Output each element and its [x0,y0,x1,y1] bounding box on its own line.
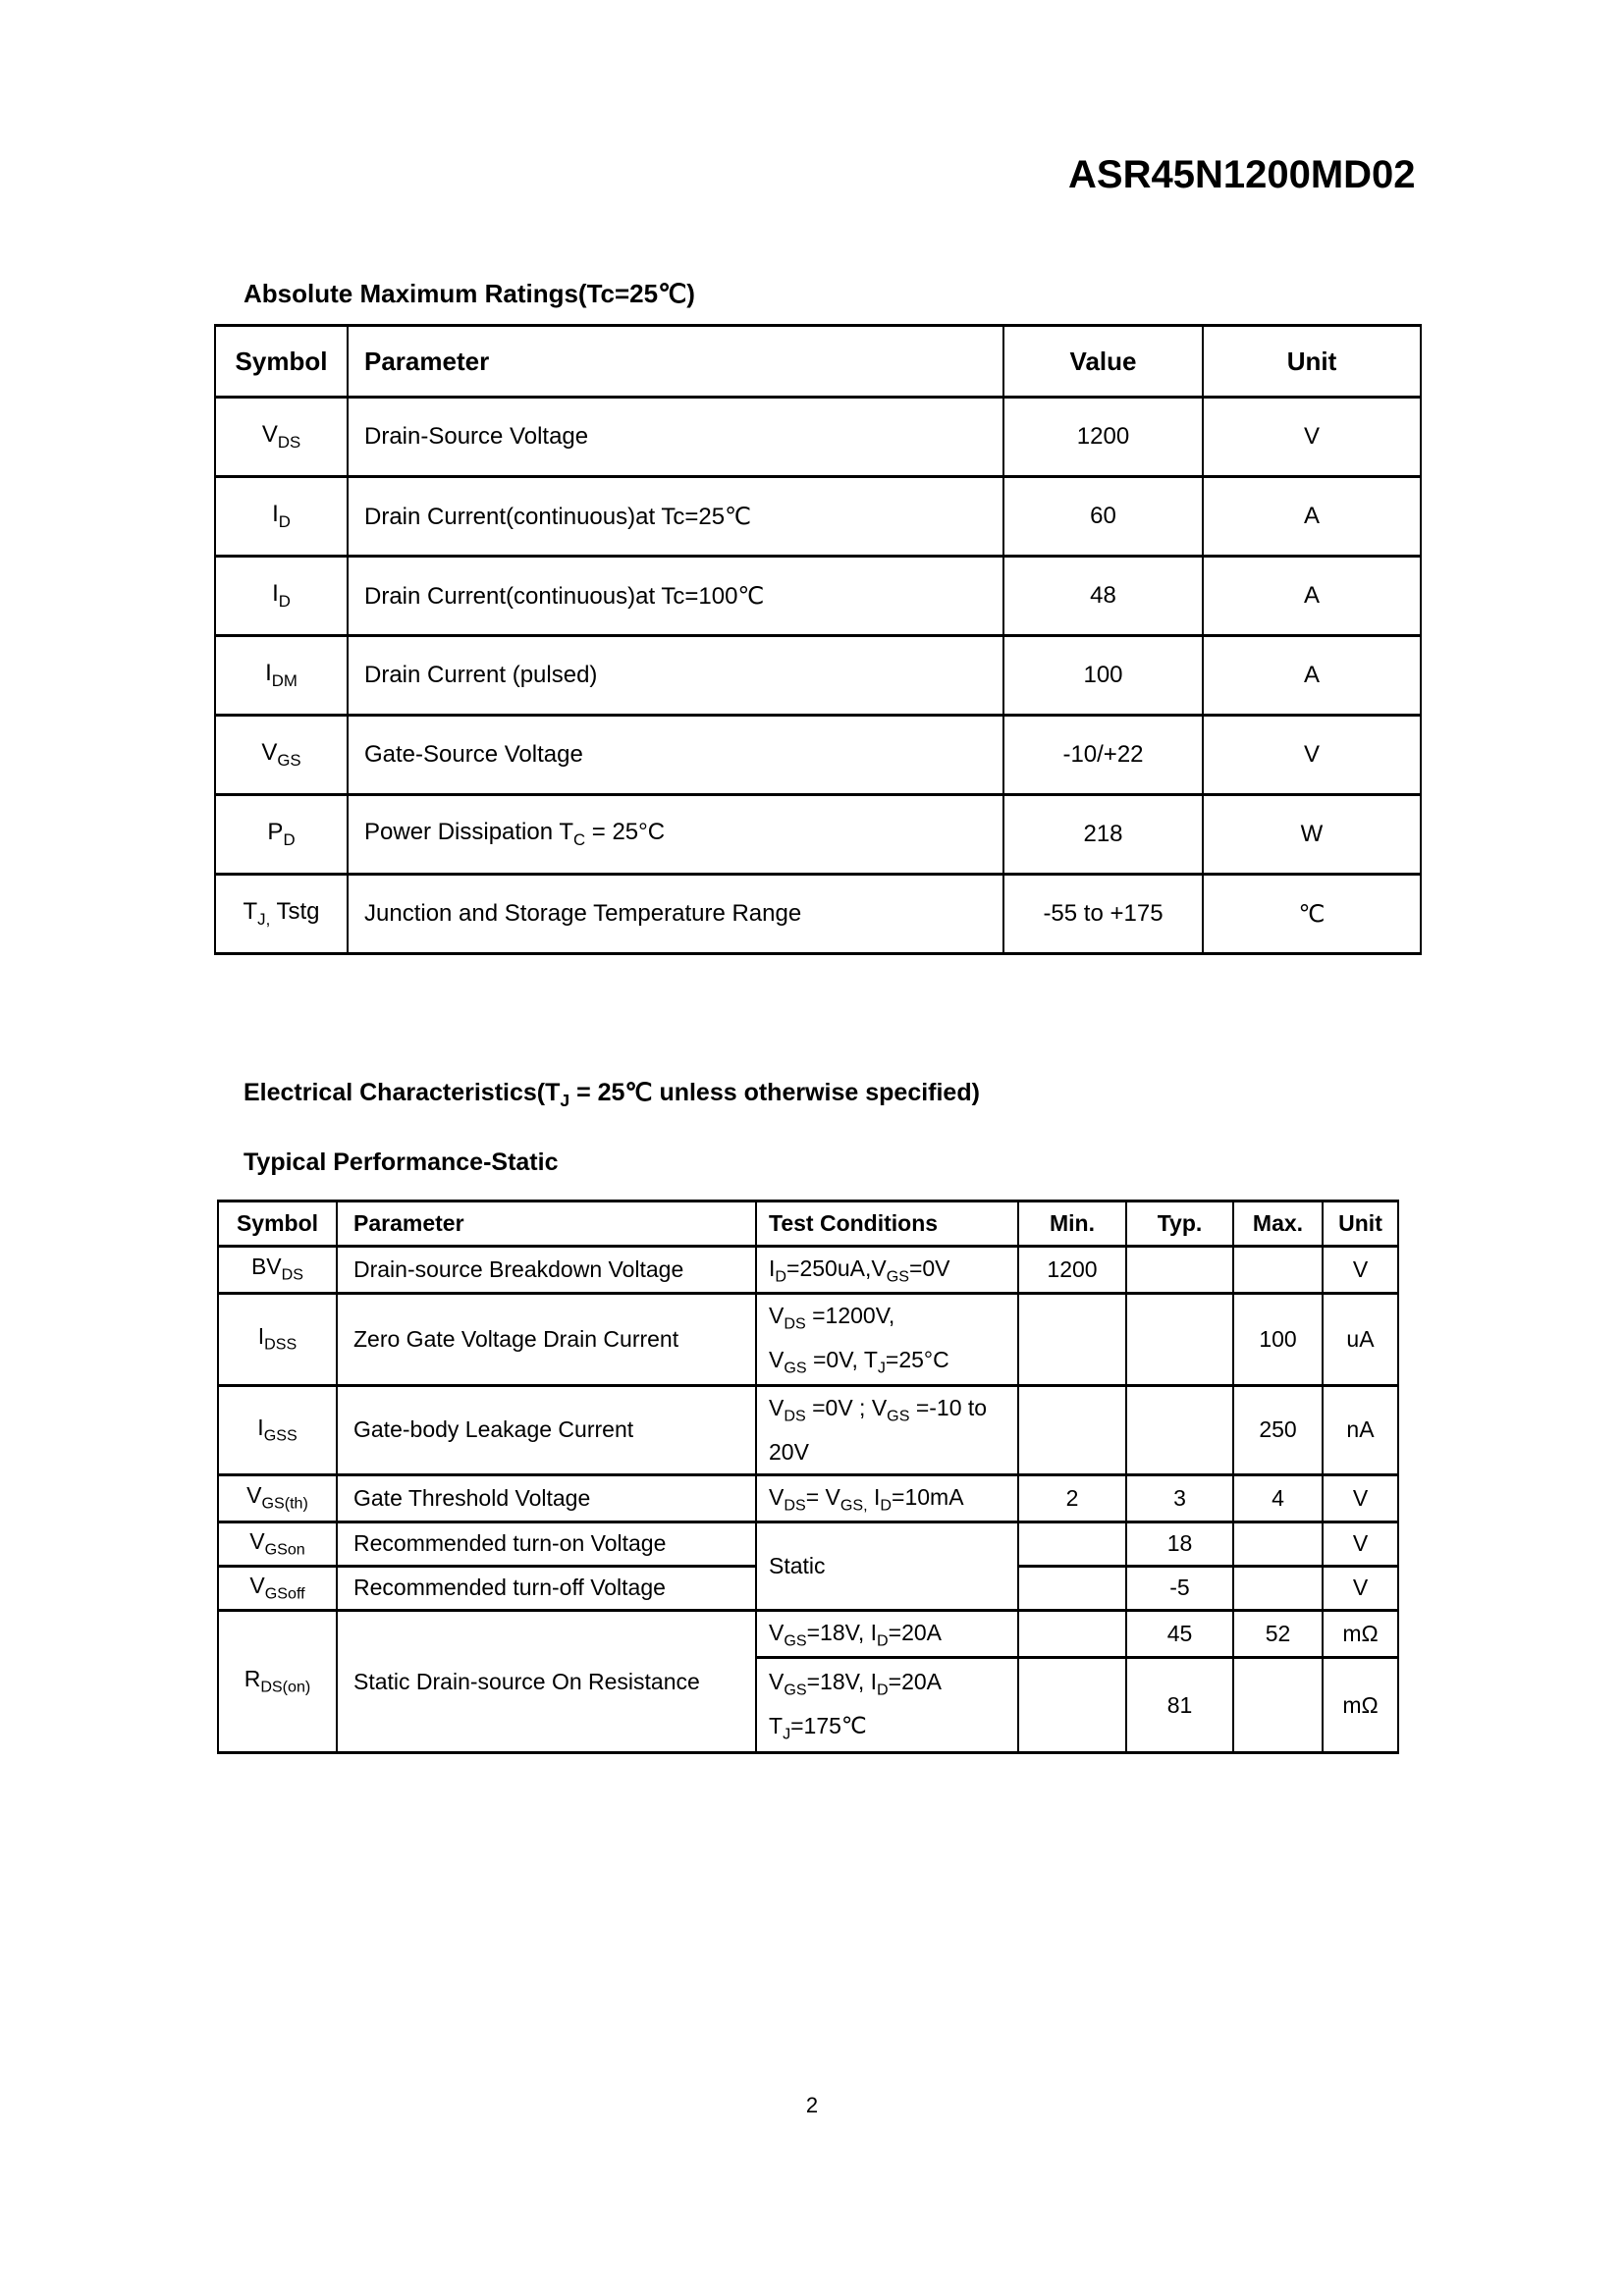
cell-value: 48 [1003,557,1203,636]
cell-unit: nA [1323,1385,1398,1474]
col-header-unit: Unit [1323,1201,1398,1247]
cell-unit: A [1203,636,1421,716]
cell-unit: V [1203,398,1421,477]
cell-min [1018,1522,1126,1566]
cell-symbol: $V_{GSon}$ [218,1522,337,1566]
table-row [218,1385,1398,1474]
cell-symbol: $V_{GS(th)}$ [218,1474,337,1522]
table-row [215,636,1421,716]
cell-value: -10/+22 [1003,716,1203,795]
cell-typ [1126,1246,1233,1293]
cell-min [1018,1658,1126,1753]
cell-max: 250 [1233,1385,1323,1474]
cell-value: -55 to +175 [1003,875,1203,954]
cell-max [1233,1522,1323,1566]
cell-unit: V [1323,1246,1398,1293]
cell-value: 60 [1003,477,1203,557]
cell-parameter: Zero Gate Voltage Drain Current [337,1293,756,1385]
table-row [215,875,1421,954]
table-row [215,795,1421,875]
cell-typ: 81 [1126,1658,1233,1753]
cell-symbol: $BV_{DS}$ [218,1246,337,1293]
col-header-symbol: Symbol [215,326,348,398]
table-header-row [215,326,1421,398]
cell-typ: -5 [1126,1566,1233,1610]
cell-parameter: Drain Current(continuous)at Tc=100℃ [348,557,1003,636]
cell-unit: V [1203,716,1421,795]
cell-parameter: Gate-body Leakage Current [337,1385,756,1474]
cell-max: 100 [1233,1293,1323,1385]
cell-typ [1126,1385,1233,1474]
page-title: ASR45N1200MD02 [1068,153,1416,196]
cell-max [1233,1658,1323,1753]
col-header-typ: Typ. [1126,1201,1233,1247]
cell-parameter: Gate-Source Voltage [348,716,1003,795]
cell-unit: A [1203,557,1421,636]
cell-unit: V [1323,1522,1398,1566]
cell-symbol: $I_{DSS}$ [218,1293,337,1385]
electrical-characteristics-heading: Electrical $Characteristics(T_J$ = 25℃ unless otherwise specified) [244,1079,980,1110]
cell-value: 1200 [1003,398,1203,477]
cell-symbol: $V_{GS}$ [215,716,348,795]
cell-symbol: $V_{DS}$ [215,398,348,477]
cell-value: 100 [1003,636,1203,716]
cell-symbol: $R_{DS(on)}$ [218,1610,337,1752]
cell-test-conditions: $V_{DS} =1200V$, $V_{GS} =0V$, $T_J=25^\circ C$ [756,1293,1018,1385]
cell-unit: mΩ [1323,1658,1398,1753]
cell-max [1233,1246,1323,1293]
table-row [215,398,1421,477]
cell-symbol: $V_{GSoff}$ [218,1566,337,1610]
cell-test-conditions: $V_{GS}=18V$, $I_D=20A$ [756,1610,1018,1657]
cell-parameter: Recommended turn-off Voltage [337,1566,756,1610]
cell-max: 52 [1233,1610,1323,1657]
cell-symbol: $I_D$ [215,477,348,557]
cell-typ [1126,1293,1233,1385]
cell-unit: mΩ [1323,1610,1398,1657]
cell-min [1018,1385,1126,1474]
cell-symbol: $I_D$ [215,557,348,636]
electrical-characteristics-table [217,1200,1399,1754]
cell-test-conditions: $V_{GS}=18V$, $I_D=20A$ $T_J=175℃$ [756,1658,1018,1753]
table-header-row [218,1201,1398,1247]
cell-unit: V [1323,1474,1398,1522]
cell-symbol: $T_{J,}$ Tstg [215,875,348,954]
cell-min [1018,1610,1126,1657]
cell-parameter: Drain Current(continuous)at Tc=25℃ [348,477,1003,557]
cell-unit: A [1203,477,1421,557]
cell-parameter: Power Dissipation $T_C = 25^\circ C$ [348,795,1003,875]
cell-typ: 45 [1126,1610,1233,1657]
col-header-unit: Unit [1203,326,1421,398]
cell-value: 218 [1003,795,1203,875]
cell-max [1233,1566,1323,1610]
cell-min [1018,1566,1126,1610]
page-number: 2 [805,2093,819,2117]
abs-max-heading: Absolute Maximum Ratings(Tc=25℃) [244,279,695,308]
typical-performance-subheading: Typical Performance-Static [244,1148,559,1176]
cell-parameter: Junction and Storage Temperature Range [348,875,1003,954]
cell-unit: ℃ [1203,875,1421,954]
table-row [218,1246,1398,1293]
cell-typ: 3 [1126,1474,1233,1522]
cell-parameter: Gate Threshold Voltage [337,1474,756,1522]
cell-typ: 18 [1126,1522,1233,1566]
cell-unit: W [1203,795,1421,875]
cell-unit: V [1323,1566,1398,1610]
col-header-test-conditions: Test Conditions [756,1201,1018,1247]
table-row [215,557,1421,636]
cell-min [1018,1293,1126,1385]
table-row [215,716,1421,795]
cell-symbol: $I_{DM}$ [215,636,348,716]
col-header-parameter: Parameter [348,326,1003,398]
cell-parameter: Drain-source Breakdown Voltage [337,1246,756,1293]
col-header-value: Value [1003,326,1203,398]
cell-test-conditions: $V_{DS} =0V$ ; $V_{GS} =-10$ to 20V [756,1385,1018,1474]
table-row [218,1522,1398,1566]
table-row [218,1474,1398,1522]
cell-min: 2 [1018,1474,1126,1522]
cell-unit: uA [1323,1293,1398,1385]
col-header-symbol: Symbol [218,1201,337,1247]
cell-parameter: Static Drain-source On Resistance [337,1610,756,1752]
table-row [218,1610,1398,1657]
col-header-parameter: Parameter [337,1201,756,1247]
col-header-min: Min. [1018,1201,1126,1247]
cell-min: 1200 [1018,1246,1126,1293]
cell-symbol: $I_{GSS}$ [218,1385,337,1474]
cell-test-conditions: $V_{DS}= V_{GS,}$ $I_D=10mA$ [756,1474,1018,1522]
cell-parameter: Drain-Source Voltage [348,398,1003,477]
cell-max: 4 [1233,1474,1323,1522]
cell-test-conditions: $I_D=250uA,V_{GS}=0V$ [756,1246,1018,1293]
cell-symbol: $P_D$ [215,795,348,875]
cell-test-conditions: Static [756,1522,1018,1610]
absolute-maximum-table [214,324,1422,955]
table-row [215,477,1421,557]
col-header-max: Max. [1233,1201,1323,1247]
cell-parameter: Recommended turn-on Voltage [337,1522,756,1566]
table-row [218,1293,1398,1385]
cell-parameter: Drain Current (pulsed) [348,636,1003,716]
